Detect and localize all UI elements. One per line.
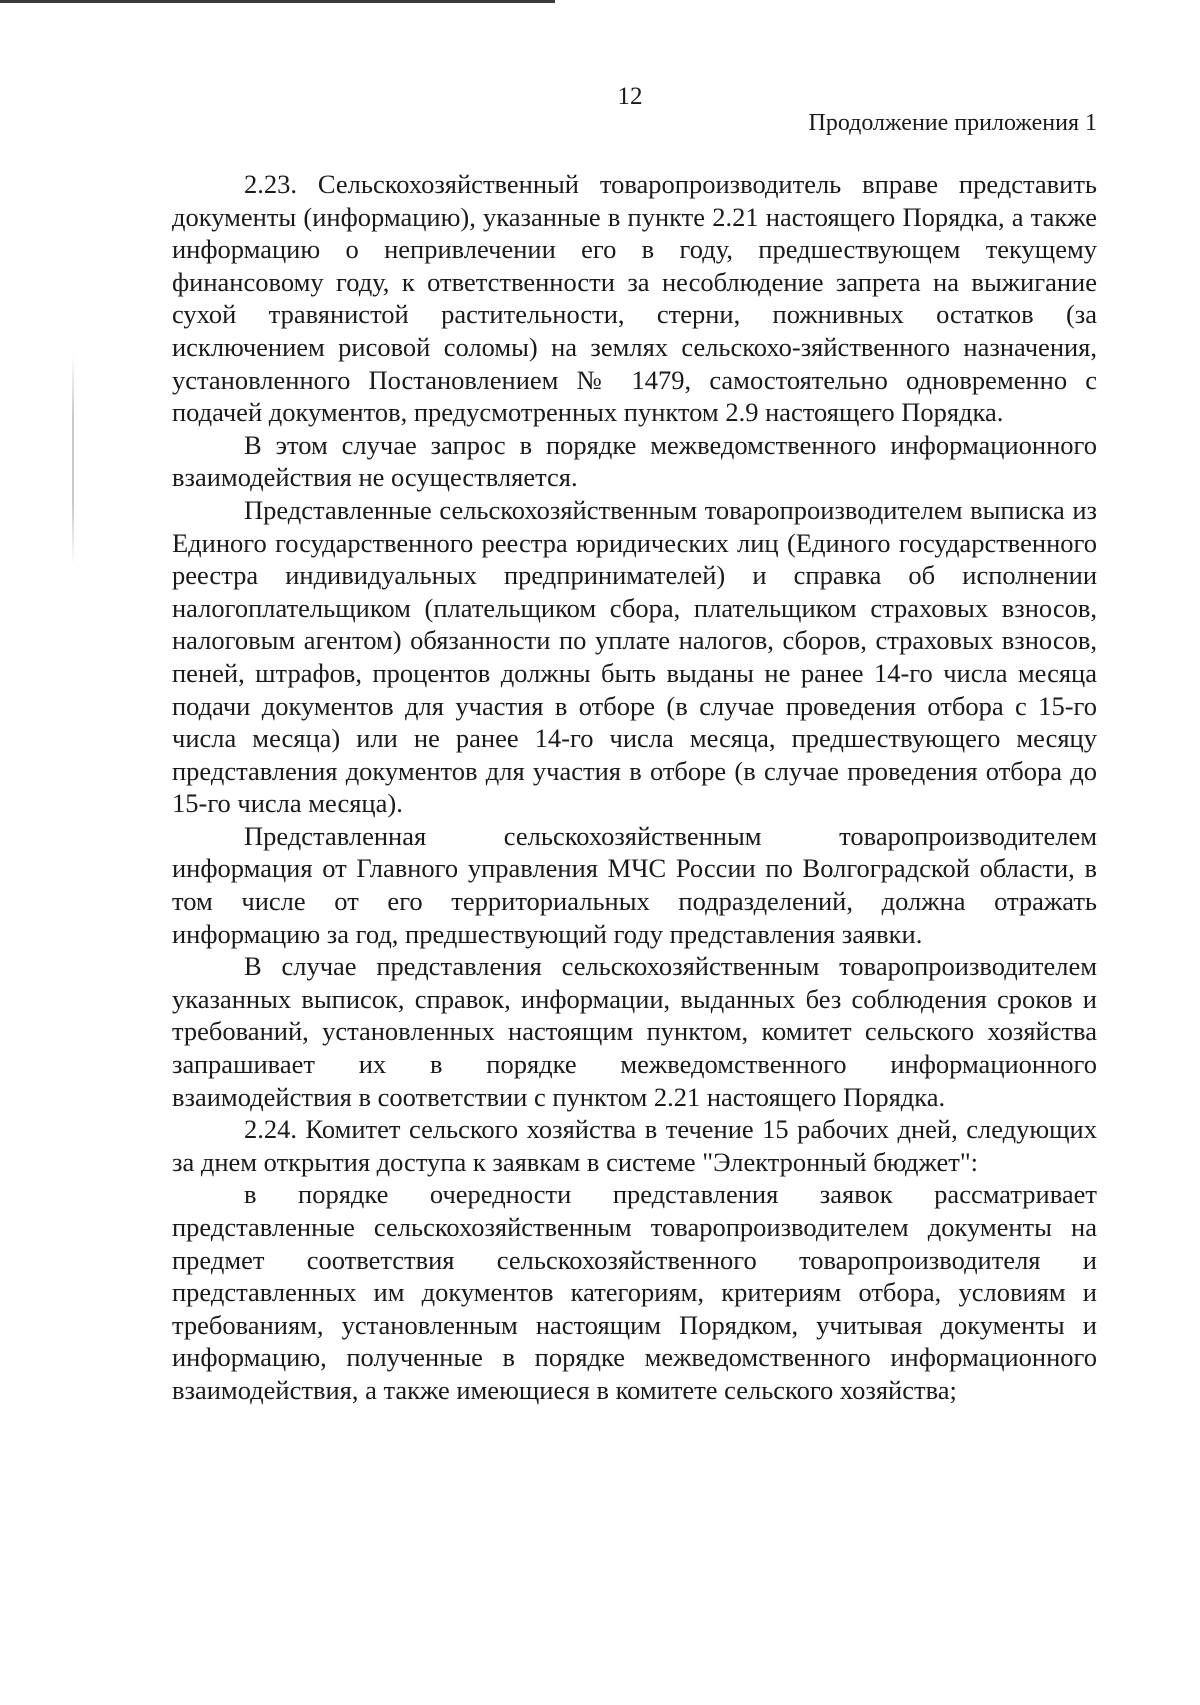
scan-edge-line (0, 0, 555, 3)
document-body (172, 168, 1097, 1407)
paragraph-review-order: в порядке очередности представления заявок рассматривает представленные сельскохозяйственным товаропроизводителем документы на предмет соответствия сельскохозяйственного товаропроизводителя и представленных им документов категориям, критериям отбора, условиям и требованиям, установленным настоящим Порядком, учитывая документы и информацию, полученные в порядке межведомственного информационного взаимодействия, а также имеющиеся в комитете сельского хозяйства; (172, 1179, 1097, 1405)
paragraph-2-24: 2.24. Комитет сельского хозяйства в течение 15 рабочих дней, следующих за днем открытия доступа к заявкам в системе "Электронный бюджет": (172, 1114, 1097, 1177)
paragraph-noncompliant-docs: В случае представления сельскохозяйственным товаропроизводителем указанных выписок, справок, информации, выданных без соблюдения сроков и требований, установленных настоящим пунктом, комитет сельского хозяйства запрашивает их в порядке межведомственного информационного взаимодействия в соответствии с пунктом 2.21 настоящего Порядка. (172, 951, 1097, 1112)
paragraph-no-request: В этом случае запрос в порядке межведомственного информационного взаимодействия не осуществляется. (172, 429, 1097, 493)
paragraph-extracts-dates: Представленные сельскохозяйственным товаропроизводителем выписка из Единого государственного реестра юридических лиц (Единого государственного реестра индивидуальных предпринимателей) и справка об исполнении налогоплательщиком (плательщиком сбора, плательщиком страховых взносов, налоговым агентом) обязанности по уплате налогов, сборов, страховых взносов, пеней, штрафов, процентов должны быть выданы не ранее 14-го числа месяца подачи документов для участия в отборе (в случае проведения отбора с 15-го числа месяца) или не ранее 14-го числа месяца, предшествующего месяцу представления документов для участия в отборе (в случае проведения отбора до 15-го числа месяца). (172, 494, 1097, 819)
page-number: 12 (617, 83, 643, 110)
paragraph-mchs-info: Представленная сельскохозяйственным товаропроизводителем информация от Главного управления МЧС России по Волгоградской области, в том числе от его территориальных подразделений, должна отражать информацию за год, предшествующий году представления заявки. (172, 820, 1097, 949)
appendix-continuation-note: Продолжение приложения 1 (808, 110, 1097, 136)
scan-margin-mark (72, 355, 74, 565)
paragraph-2-23: 2.23. Сельскохозяйственный товаропроизводитель вправе представить документы (информацию), указанные в пункте 2.21 настоящего Порядка, а также информацию о непривлечении его в году, предшествующем текущему финансовому году, к ответственности за несоблюдение запрета на выжигание сухой травянистой растительности, стерни, пожнивных остатков (за исключением рисовой соломы) на землях сельскохо-зяйственного назначения, установленного Постановлением № 1479, самостоятельно одновременно с подачей документов, предусмотренных пунктом 2.9 настоящего Порядка. (172, 169, 1097, 428)
